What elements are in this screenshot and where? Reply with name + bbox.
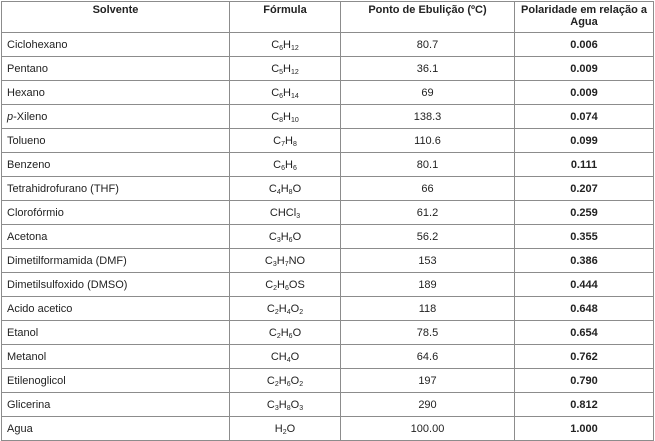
- cell-formula: $C_2H_6O_2$: [230, 369, 341, 393]
- cell-boiling-point: 64.6: [341, 345, 515, 369]
- cell-formula: $C_6H_{14}$: [230, 81, 341, 105]
- table-row: [2, 297, 654, 321]
- cell-formula: $C_2H_6O$: [230, 321, 341, 345]
- solvent-name: Etanol: [7, 326, 39, 339]
- cell-polarity: 0.355: [515, 225, 654, 249]
- cell-polarity: 0.009: [515, 57, 654, 81]
- cell-solvent: [2, 393, 230, 417]
- cell-polarity: 0.812: [515, 393, 654, 417]
- table-row: [2, 129, 654, 153]
- cell-polarity: 0.111: [515, 153, 654, 177]
- cell-solvent: [2, 201, 230, 225]
- cell-polarity: 0.654: [515, 321, 654, 345]
- cell-solvent: [2, 153, 230, 177]
- header-row: [2, 2, 654, 33]
- solvent-prefix: p: [7, 110, 14, 123]
- cell-polarity: 0.009: [515, 81, 654, 105]
- cell-formula: $H_2O$: [230, 417, 341, 441]
- header-boiling-point: Ponto de Ebulição (ºC): [341, 2, 515, 33]
- cell-boiling-point: 78.5: [341, 321, 515, 345]
- table-body: [2, 33, 654, 441]
- table-row: [2, 81, 654, 105]
- cell-formula: CHCl$_3$: [230, 201, 341, 225]
- header-solvent: Solvente: [2, 2, 230, 33]
- cell-formula: $CH_4O$: [230, 345, 341, 369]
- cell-boiling-point: 110.6: [341, 129, 515, 153]
- cell-boiling-point: 197: [341, 369, 515, 393]
- solvent-name: Benzeno: [7, 158, 51, 171]
- cell-solvent: [2, 57, 230, 81]
- cell-solvent: [2, 177, 230, 201]
- cell-polarity: 0.386: [515, 249, 654, 273]
- cell-formula: $C_3H_8O_3$: [230, 393, 341, 417]
- cell-solvent: [2, 321, 230, 345]
- table-row: [2, 417, 654, 441]
- solvent-name: Metanol: [7, 350, 47, 363]
- table-row: [2, 345, 654, 369]
- solvent-name: Pentano: [7, 62, 48, 75]
- table-row: [2, 273, 654, 297]
- cell-polarity: 0.259: [515, 201, 654, 225]
- solvent-name: Ciclohexano: [7, 38, 68, 51]
- solvents-table: [1, 1, 654, 441]
- cell-polarity: 0.762: [515, 345, 654, 369]
- cell-boiling-point: 189: [341, 273, 515, 297]
- cell-solvent: [2, 273, 230, 297]
- solvent-name: -Xileno: [13, 110, 48, 123]
- cell-formula: $C_3H_7NO$: [230, 249, 341, 273]
- cell-polarity: 1.000: [515, 417, 654, 441]
- cell-solvent: [2, 225, 230, 249]
- cell-formula: $C_3H_6O$: [230, 225, 341, 249]
- cell-solvent: [2, 249, 230, 273]
- cell-boiling-point: 80.1: [341, 153, 515, 177]
- cell-formula: $C_7H_8$: [230, 129, 341, 153]
- solvent-name: Etilenoglicol: [7, 374, 66, 387]
- solvent-name: Dimetilsulfoxido (DMSO): [7, 278, 128, 291]
- table-row: [2, 369, 654, 393]
- cell-boiling-point: 138.3: [341, 105, 515, 129]
- cell-formula: $C_6H_{12}$: [230, 33, 341, 57]
- table-row: [2, 33, 654, 57]
- cell-boiling-point: 290: [341, 393, 515, 417]
- table-row: [2, 321, 654, 345]
- solvent-name: Acetona: [7, 230, 48, 243]
- cell-solvent: [2, 81, 230, 105]
- cell-boiling-point: 153: [341, 249, 515, 273]
- cell-boiling-point: 80.7: [341, 33, 515, 57]
- cell-formula: $C_4H_8O$: [230, 177, 341, 201]
- cell-boiling-point: 118: [341, 297, 515, 321]
- solvent-name: Tolueno: [7, 134, 46, 147]
- cell-polarity: 0.074: [515, 105, 654, 129]
- header-polarity: Polaridade em relação a Agua: [515, 2, 654, 33]
- solvent-name: Acido acetico: [7, 302, 73, 315]
- cell-boiling-point: 61.2: [341, 201, 515, 225]
- table-row: [2, 393, 654, 417]
- solvent-name: Hexano: [7, 86, 45, 99]
- cell-formula: $C_6H_6$: [230, 153, 341, 177]
- cell-boiling-point: 36.1: [341, 57, 515, 81]
- cell-polarity: 0.648: [515, 297, 654, 321]
- cell-formula: $C_8H_{10}$: [230, 105, 341, 129]
- cell-solvent: [2, 345, 230, 369]
- cell-solvent: [2, 297, 230, 321]
- cell-polarity: 0.099: [515, 129, 654, 153]
- cell-solvent: [2, 417, 230, 441]
- solvent-name: Clorofórmio: [7, 206, 64, 219]
- table-row: [2, 105, 654, 129]
- header-formula: Fórmula: [230, 2, 341, 33]
- cell-polarity: 0.207: [515, 177, 654, 201]
- cell-formula: $C_2H_6OS$: [230, 273, 341, 297]
- cell-formula: $C_2H_4O_2$: [230, 297, 341, 321]
- cell-polarity: 0.790: [515, 369, 654, 393]
- solvent-name: Agua: [7, 422, 33, 435]
- table-row: [2, 153, 654, 177]
- cell-solvent: [2, 129, 230, 153]
- cell-polarity: 0.006: [515, 33, 654, 57]
- cell-solvent: [2, 33, 230, 57]
- table-row: [2, 177, 654, 201]
- cell-boiling-point: 69: [341, 81, 515, 105]
- cell-solvent: [2, 105, 230, 129]
- solvent-name: Tetrahidrofurano (THF): [7, 182, 119, 195]
- table-row: [2, 225, 654, 249]
- cell-formula: $C_5H_{12}$: [230, 57, 341, 81]
- cell-polarity: 0.444: [515, 273, 654, 297]
- cell-boiling-point: 100.00: [341, 417, 515, 441]
- table-row: [2, 249, 654, 273]
- cell-solvent: [2, 369, 230, 393]
- solvent-name: Glicerina: [7, 398, 51, 411]
- table-row: [2, 57, 654, 81]
- cell-boiling-point: 56.2: [341, 225, 515, 249]
- cell-boiling-point: 66: [341, 177, 515, 201]
- table-row: [2, 201, 654, 225]
- solvent-name: Dimetilformamida (DMF): [7, 254, 127, 267]
